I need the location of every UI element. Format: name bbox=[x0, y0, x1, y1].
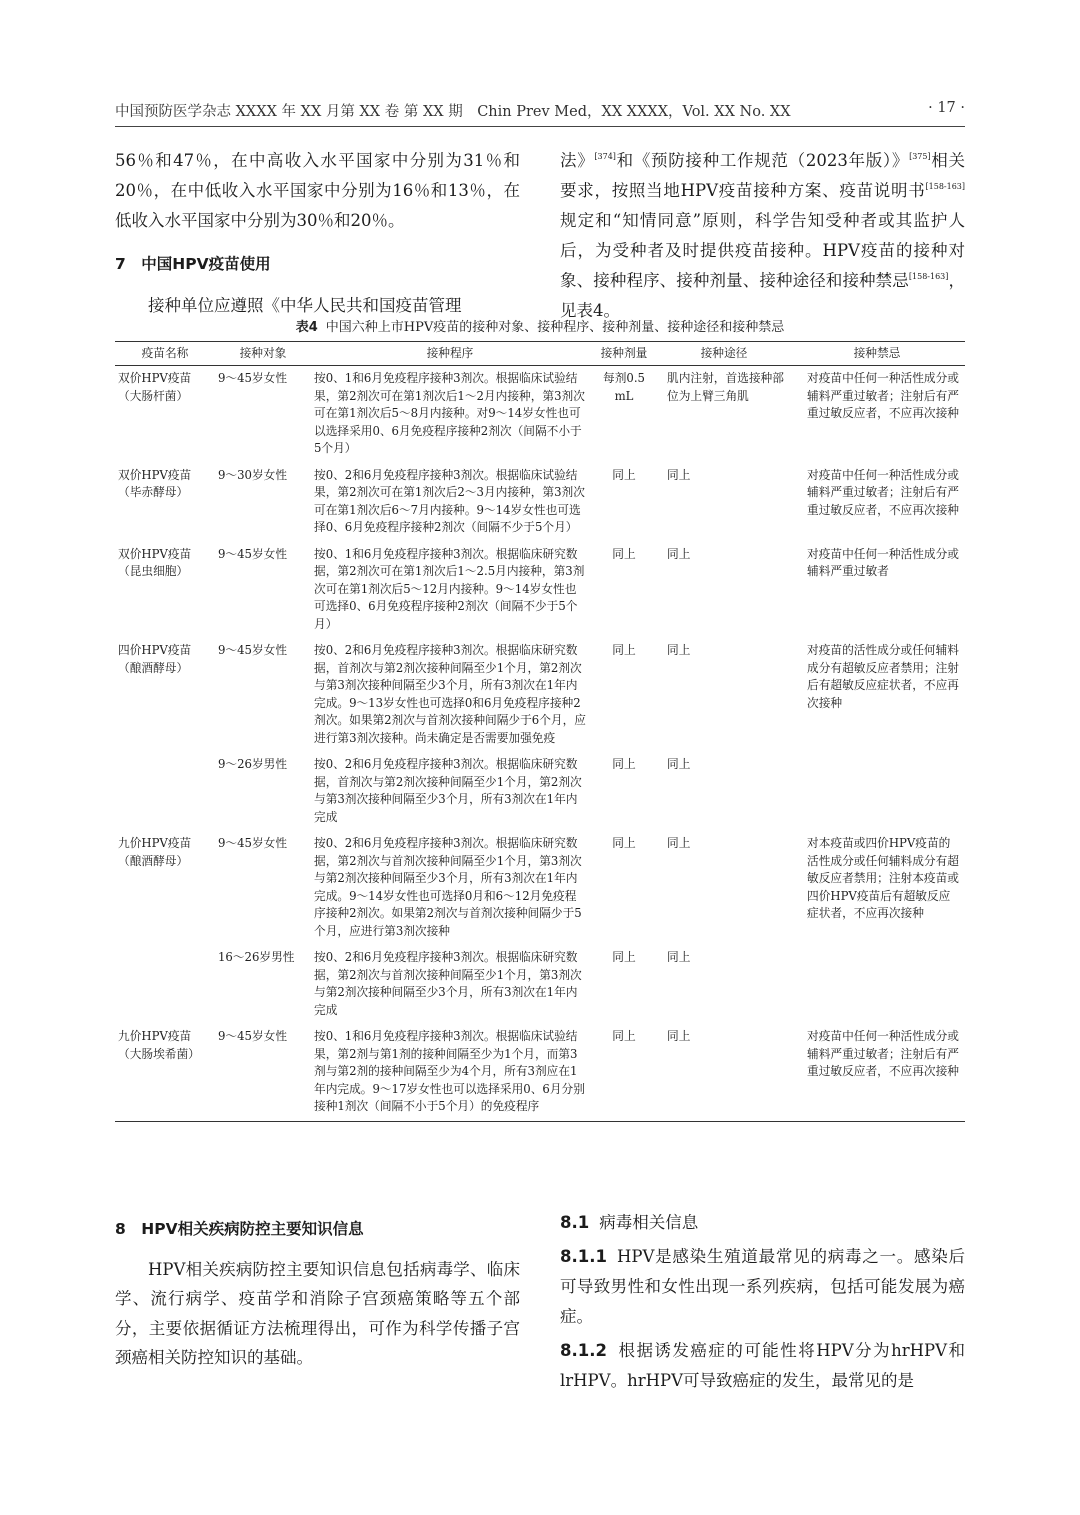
cell-dose: 每剂0.5 mL bbox=[603, 371, 645, 403]
cell-dose: 同上 bbox=[612, 467, 636, 482]
table-header-row bbox=[115, 342, 965, 366]
paragraph-8-1-2 bbox=[560, 1336, 965, 1396]
cell-program: 按0、1和6月免疫程序接种3剂次。根据临床试验结果，第2剂次可在第1剂次后1～2月内接种，第3剂次可在第1剂次后5～8月内接种。对9～14岁女性也可以选择采用0、6月免疫程序接种2剂次（间隔不小于5个月） bbox=[314, 371, 585, 455]
cell-program: 按0、1和6月免疫程序接种3剂次。根据临床试验结果，第2剂与第1剂的接种间隔至少为1个月，而第3剂与第2剂的接种间隔至少为4个月，所有3剂应在1年内完成。9～17岁女性也可以选择采用0、6月分别接种1剂次（间隔不小于5个月）的免疫程序 bbox=[311, 1024, 589, 1121]
cell-route: 同上 bbox=[667, 546, 691, 561]
column-header: 接种剂量 bbox=[589, 342, 659, 366]
cell-target: 9～45岁女性 bbox=[218, 836, 288, 850]
cell-contraindication: 对疫苗中任何一种活性成分或辅料严重过敏者；注射后有严重过敏反应者，不应再次接种 bbox=[807, 467, 959, 517]
cell-route: 同上 bbox=[659, 1024, 789, 1121]
citation-ref: [158-163] bbox=[908, 272, 949, 281]
cell-contraindication: 对疫苗中任何一种活性成分或辅料严重过敏者；注射后有严重过敏反应者，不应再次接种 bbox=[807, 371, 959, 420]
section-8-left bbox=[115, 1215, 520, 1373]
table-row bbox=[115, 366, 965, 463]
cell-vaccine-name: 双价HPV疫苗（昆虫细胞） bbox=[118, 546, 192, 578]
cell-contraindication: 对疫苗中任何一种活性成分或辅料严重过敏者；注射后有严重过敏反应者，不应再次接种 bbox=[789, 1024, 965, 1121]
paragraph-vaccination-units: 接种单位应遵照《中华人民共和国疫苗管理 bbox=[148, 296, 462, 315]
cell-program: 按0、2和6月免疫程序接种3剂次。根据临床研究数据，首剂次与第2剂次接种间隔至少1个月，第2剂次与第3剂次接种间隔至少3个月，所有3剂次在1年内完成 bbox=[314, 757, 582, 824]
cell-target: 9～45岁女性 bbox=[218, 546, 288, 561]
left-column-top bbox=[115, 146, 520, 321]
section-8-right bbox=[560, 1208, 965, 1396]
journal-citation: 中国预防医学杂志 XXXX 年 XX 月第 XX 卷 第 XX 期 Chin Prev Med，XX XXXX，Vol. XX No. XX bbox=[115, 104, 791, 120]
header-rule bbox=[115, 126, 965, 127]
text-segment: ，见表4。 bbox=[560, 271, 966, 320]
cell-dose: 同上 bbox=[612, 643, 636, 657]
cell-vaccine-name: 九价HPV疫苗（酿酒酵母） bbox=[118, 836, 192, 868]
cell-contraindication: 对疫苗中任何一种活性成分或辅料严重过敏者 bbox=[807, 546, 959, 578]
cell-dose: 同上 bbox=[589, 1024, 659, 1121]
cell-dose: 同上 bbox=[612, 757, 636, 771]
table-row bbox=[115, 831, 965, 945]
cell-route: 同上 bbox=[667, 950, 691, 964]
cell-target: 16～26岁男性 bbox=[218, 950, 295, 964]
table-row bbox=[115, 638, 965, 752]
cell-target: 9～30岁女性 bbox=[218, 467, 288, 482]
cell-dose: 同上 bbox=[612, 836, 636, 850]
vaccine-table-container bbox=[115, 341, 965, 1122]
table-caption-text: 中国六种上市HPV疫苗的接种对象、接种程序、接种剂量、接种途径和接种禁忌 bbox=[325, 320, 785, 335]
table-row bbox=[115, 945, 965, 1024]
cell-target: 9～26岁男性 bbox=[218, 757, 288, 771]
column-header: 接种程序 bbox=[311, 342, 589, 366]
cell-target: 9～45岁女性 bbox=[218, 371, 288, 385]
vaccine-table bbox=[115, 341, 965, 1122]
cell-route: 肌内注射，首选接种部位为上臂三角肌 bbox=[667, 371, 784, 403]
table-label: 表4 bbox=[295, 320, 318, 335]
table-row bbox=[115, 542, 965, 639]
table-row bbox=[115, 752, 965, 831]
cell-vaccine-name bbox=[115, 752, 215, 831]
cell-target: 9～45岁女性 bbox=[215, 1024, 311, 1121]
text-segment: 相关要求，按照当地HPV疫苗接种方案、疫苗说明书 bbox=[560, 151, 965, 200]
cell-target: 9～45岁女性 bbox=[218, 643, 288, 657]
cell-program: 按0、2和6月免疫程序接种3剂次。根据临床研究数据，第2剂次与首剂次接种间隔至少1个月，第3剂次与第2剂次接种间隔至少3个月，所有3剂次在1年内完成 bbox=[314, 950, 582, 1017]
citation-ref: [158-163] bbox=[925, 182, 965, 191]
text-segment: 规定和“知情同意”原则，科学告知受种者或其监护人后，为受种者及时提供疫苗接种。HPV疫苗的接种对象、接种程序、接种剂量、接种途径和接种禁忌 bbox=[560, 211, 965, 290]
paragraph-8-1-1 bbox=[560, 1242, 965, 1332]
table-row bbox=[115, 1024, 965, 1121]
paragraph-text: HPV是感染生殖道最常见的病毒之一。感染后可导致男性和女性出现一系列疾病，包括可能发展为癌症。 bbox=[560, 1247, 965, 1326]
section-8-heading: 8 HPV相关疾病防控主要知识信息 bbox=[115, 1220, 364, 1238]
cell-vaccine-name: 双价HPV疫苗（大肠杆菌） bbox=[118, 371, 192, 403]
table-caption bbox=[115, 316, 965, 335]
cell-dose: 同上 bbox=[612, 546, 636, 561]
cell-route: 同上 bbox=[667, 467, 691, 482]
running-header bbox=[115, 100, 965, 124]
subsection-number: 8.1 bbox=[560, 1213, 590, 1232]
cell-vaccine-name: 九价HPV疫苗（大肠埃希菌） bbox=[115, 1024, 215, 1121]
paragraph-number: 8.1.1 bbox=[560, 1247, 607, 1266]
cell-contraindication bbox=[789, 752, 965, 831]
section-7-heading: 7 中国HPV疫苗使用 bbox=[115, 255, 271, 273]
cell-vaccine-name bbox=[115, 945, 215, 1024]
cell-vaccine-name: 双价HPV疫苗（毕赤酵母） bbox=[118, 467, 192, 499]
column-header: 接种对象 bbox=[215, 342, 311, 366]
column-header: 接种途径 bbox=[659, 342, 789, 366]
subsection-8-1 bbox=[560, 1208, 965, 1238]
cell-program: 按0、2和6月免疫程序接种3剂次。根据临床试验结果，第2剂次可在第1剂次后2～3月内接种，第3剂次可在第1剂次后6～7月内接种。9～14岁女性也可选择0、6月免疫程序接种2剂次（间隔不少于5个月） bbox=[314, 467, 585, 534]
cell-route: 同上 bbox=[667, 757, 691, 771]
paragraph-text: 根据诱发癌症的可能性将HPV分为hrHPV和lrHPV。hrHPV可导致癌症的发生，最常见的是 bbox=[560, 1341, 965, 1390]
subsection-title: 病毒相关信息 bbox=[599, 1213, 699, 1232]
page-number: · 17 · bbox=[928, 100, 965, 116]
citation-ref: [374] bbox=[594, 152, 616, 161]
right-column-top bbox=[560, 146, 965, 326]
cell-contraindication: 对疫苗的活性成分或任何辅料成分有超敏反应者禁用；注射后有超敏反应症状者，不应再次接种 bbox=[807, 643, 959, 710]
text-segment: 法》 bbox=[560, 151, 595, 170]
cell-program: 按0、2和6月免疫程序接种3剂次。根据临床研究数据，第2剂次与首剂次接种间隔至少1个月，第3剂次与第2剂次接种间隔至少3个月，所有3剂次在1年内完成。9～14岁女性也可选择0月和6～12月免疫程序接种2剂次。如果第2剂次与首剂次接种间隔少于5个月，应进行第3剂次接种 bbox=[314, 836, 582, 938]
text-segment: 和《预防接种工作规范（2023年版）》 bbox=[615, 151, 910, 170]
cell-contraindication bbox=[789, 945, 965, 1024]
column-header: 接种禁忌 bbox=[789, 342, 965, 366]
paragraph-vaccine-requirements bbox=[560, 146, 965, 326]
table-row bbox=[115, 463, 965, 542]
citation-ref: [375] bbox=[909, 152, 931, 161]
cell-program: 按0、2和6月免疫程序接种3剂次。根据临床研究数据，首剂次与第2剂次接种间隔至少1个月，第2剂次与第3剂次接种间隔至少3个月，所有3剂次在1年内完成。9～13岁女性也可选择0和6月免疫程序接种2剂次。如果第2剂次与首剂次接种间隔少于6个月，应进行第3剂次接种。尚未确定是否需要加强免疫 bbox=[314, 643, 586, 745]
paragraph-number: 8.1.2 bbox=[560, 1341, 607, 1360]
cell-program: 按0、1和6月免疫程序接种3剂次。根据临床研究数据，第2剂次可在第1剂次后1～2.5月内接种，第3剂次可在第1剂次后5～12月内接种。9～14岁女性也可选择0、6月免疫程序接种2剂次（间隔不少于5个月） bbox=[314, 546, 585, 631]
cell-route: 同上 bbox=[667, 643, 691, 657]
cell-route: 同上 bbox=[667, 836, 691, 850]
paragraph-income-rates: 56％和47％，在中高收入水平国家中分别为31％和20％，在中低收入水平国家中分别为16％和13％，在低收入水平国家中分别为30％和20％。 bbox=[115, 151, 520, 230]
cell-contraindication: 对本疫苗或四价HPV疫苗的活性成分或任何辅料成分有超敏反应者禁用；注射本疫苗或四价HPV疫苗后有超敏反应症状者，不应再次接种 bbox=[807, 836, 959, 920]
column-header: 疫苗名称 bbox=[115, 342, 215, 366]
paragraph-knowledge-info: HPV相关疾病防控主要知识信息包括病毒学、临床学、流行病学、疫苗学和消除子宫颈癌策略等五个部分，主要依据循证方法梳理得出，可作为科学传播子宫颈癌相关防控知识的基础。 bbox=[115, 1259, 520, 1367]
cell-vaccine-name: 四价HPV疫苗（酿酒酵母） bbox=[118, 643, 192, 675]
cell-dose: 同上 bbox=[612, 950, 636, 964]
